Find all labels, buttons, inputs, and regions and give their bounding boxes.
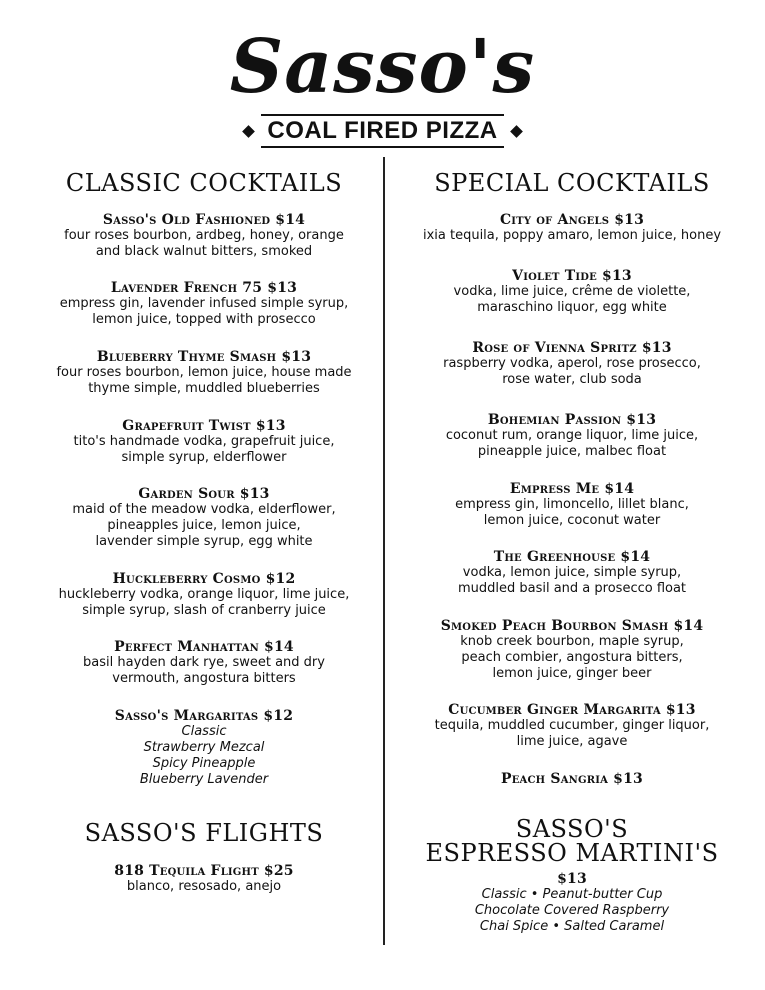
item-desc-line: coconut rum, orange liquor, lime juice, [445, 428, 699, 443]
diamond-icon [243, 125, 256, 138]
espresso-title-line-2: ESPRESSO MARTINI'S [425, 839, 719, 867]
item-name: Sasso's Margaritas $12 [114, 708, 294, 724]
item-name: Blueberry Thyme Smash $13 [96, 349, 312, 365]
menu-item [24, 708, 384, 788]
item-desc-line: Classic • Peanut-butter Cup [481, 887, 663, 902]
item-desc-line: maid of the meadow vodka, elderflower, [72, 502, 336, 517]
menu-item [384, 481, 760, 529]
menu-item [24, 571, 384, 619]
item-name: Huckleberry Cosmo $12 [112, 571, 296, 587]
item-desc-line: blanco, resosado, anejo [126, 879, 282, 894]
item-desc-line: muddled basil and a prosecco float [457, 581, 687, 596]
menu-item [384, 618, 760, 682]
item-desc-line: and black walnut bitters, smoked [95, 244, 313, 259]
item-desc-line: maraschino liquor, egg white [477, 300, 667, 315]
item-name: Smoked Peach Bourbon Smash $14 [440, 618, 704, 634]
item-name: Peach Sangria $13 [501, 771, 643, 787]
item-name: City of Angels $13 [499, 212, 645, 228]
item-desc-line: tequila, muddled cucumber, ginger liquor, [434, 718, 710, 733]
item-desc-line: lemon juice, topped with prosecco [92, 312, 316, 327]
menu-item [24, 280, 384, 328]
menu-item [384, 340, 760, 388]
item-desc-line: ixia tequila, poppy amaro, lemon juice, honey [422, 228, 722, 243]
item-name: Empress Me $14 [509, 481, 635, 497]
item-desc-line: four roses bourbon, lemon juice, house made [56, 365, 352, 380]
item-name: Violet Tide $13 [512, 268, 632, 284]
logo-subtitle: COAL FIRED PIZZA [261, 114, 503, 148]
item-name: 818 Tequila Flight $25 [114, 863, 294, 879]
item-desc-line: huckleberry vodka, orange liquor, lime juice, [58, 587, 350, 602]
item-desc-line: basil hayden dark rye, sweet and dry [83, 655, 325, 670]
espresso-price: $13 [557, 871, 587, 887]
menu-item [24, 863, 384, 895]
item-desc-line: knob creek bourbon, maple syrup, [460, 634, 684, 649]
item-desc-line: four roses bourbon, ardbeg, honey, orange [64, 228, 344, 243]
item-desc-line: Chocolate Covered Raspberry [474, 903, 670, 918]
item-name: Bohemian Passion $13 [487, 412, 657, 428]
item-desc-line: Classic [181, 724, 227, 739]
menu-item [24, 418, 384, 466]
item-name: Perfect Manhattan $14 [114, 639, 294, 655]
item-desc-line: lavender simple syrup, egg white [95, 534, 313, 549]
diamond-icon [510, 125, 523, 138]
menu-item [24, 212, 384, 260]
menu-item [24, 349, 384, 397]
item-name: Rose of Vienna Spritz $13 [472, 340, 672, 356]
item-name: Cucumber Ginger Margarita $13 [448, 702, 696, 718]
item-desc-line: Spicy Pineapple [152, 756, 256, 771]
item-desc-line: rose water, club soda [502, 372, 642, 387]
menu-item [384, 771, 760, 787]
logo-subtitle-row [0, 114, 765, 148]
item-desc-line: peach combier, angostura bitters, [461, 650, 683, 665]
menu-item [24, 486, 384, 550]
menu-item [384, 702, 760, 750]
item-name: Grapefruit Twist $13 [122, 418, 286, 434]
item-desc-line: vermouth, angostura bitters [112, 671, 296, 686]
item-desc-line: empress gin, lavender infused simple syrup, [59, 296, 349, 311]
item-desc-line: lemon juice, ginger beer [492, 666, 652, 681]
menu-item [384, 871, 760, 935]
item-name: Sasso's Old Fashioned $14 [102, 212, 306, 228]
item-desc-line: pineapple juice, malbec float [477, 444, 667, 459]
item-desc-line: thyme simple, muddled blueberries [88, 381, 320, 396]
special-cocktails-title: SPECIAL COCKTAILS [434, 169, 710, 197]
item-desc-line: lemon juice, coconut water [483, 513, 661, 528]
item-desc-line: Chai Spice • Salted Caramel [479, 919, 665, 934]
item-desc-line: lime juice, agave [516, 734, 628, 749]
menu-item [384, 268, 760, 316]
item-desc-line: empress gin, limoncello, lillet blanc, [455, 497, 689, 512]
item-desc-line: vodka, lemon juice, simple syrup, [462, 565, 682, 580]
menu-item [384, 549, 760, 597]
classic-cocktails-title: CLASSIC COCKTAILS [65, 169, 343, 197]
item-desc-line: simple syrup, elderflower [121, 450, 287, 465]
item-name: Garden Sour $13 [138, 486, 270, 502]
item-desc-line: simple syrup, slash of cranberry juice [82, 603, 326, 618]
item-desc-line: pineapples juice, lemon juice, [107, 518, 301, 533]
flights-title: SASSO'S FLIGHTS [84, 819, 324, 847]
logo [0, 24, 765, 148]
item-desc-line: raspberry vodka, aperol, rose prosecco, [443, 356, 701, 371]
item-name: Lavender French 75 $13 [110, 280, 298, 296]
espresso-title-line-1: SASSO'S [515, 815, 629, 843]
item-name: The Greenhouse $14 [493, 549, 651, 565]
item-desc-line: vodka, lime juice, crême de violette, [453, 284, 691, 299]
item-desc-line: Strawberry Mezcal [143, 740, 265, 755]
menu-item [384, 412, 760, 460]
item-desc-line: Blueberry Lavender [139, 772, 269, 787]
menu-item [384, 212, 760, 244]
logo-wordmark: Sasso's [229, 24, 536, 110]
item-desc-line: tito's handmade vodka, grapefruit juice, [73, 434, 335, 449]
menu-item [24, 639, 384, 687]
